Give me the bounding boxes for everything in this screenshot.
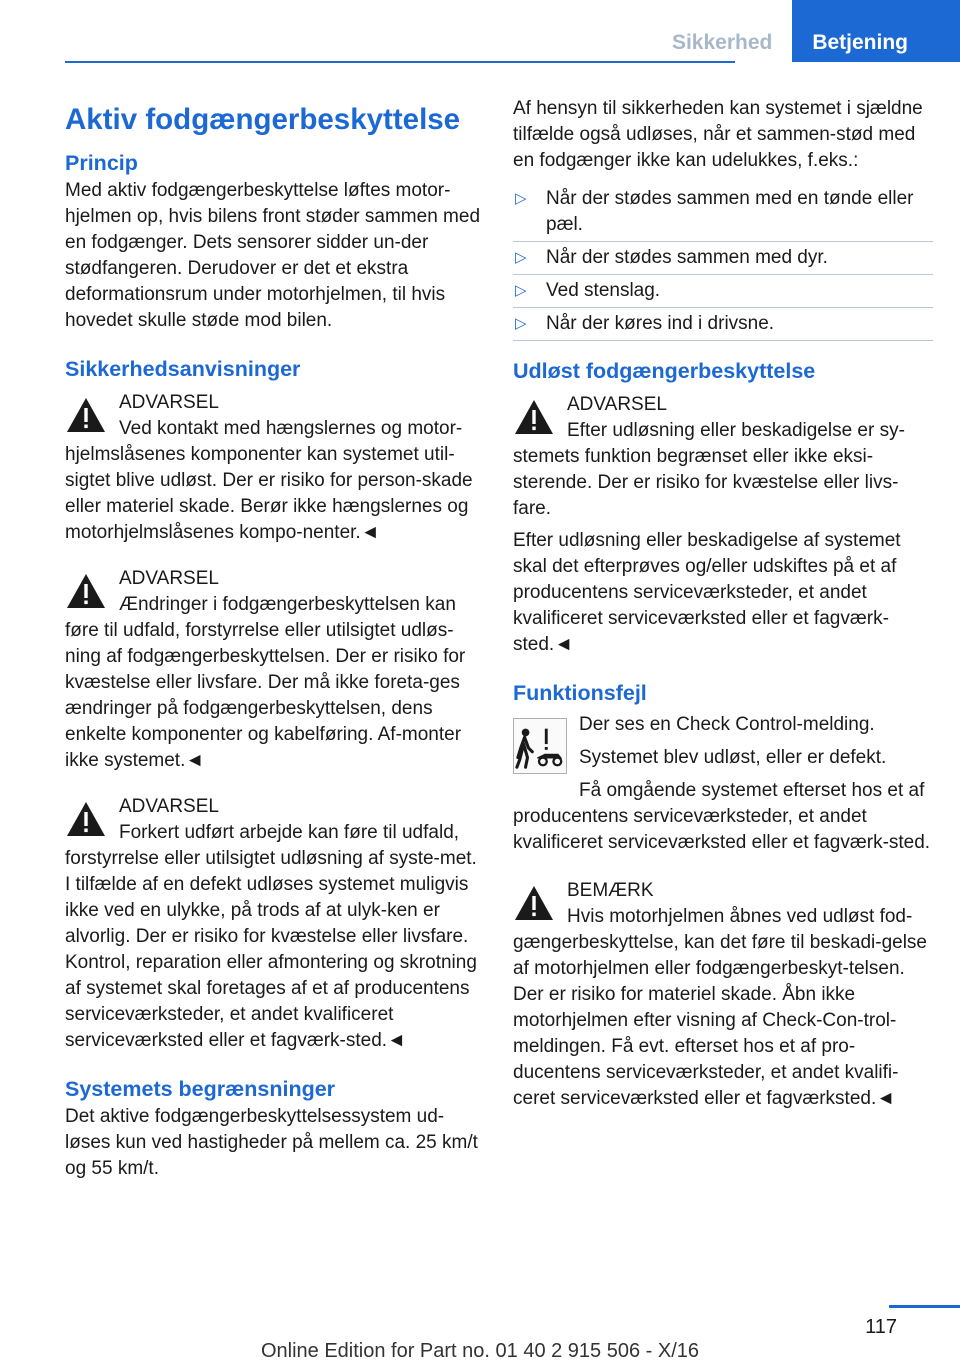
warning-text: Forkert udført arbejde kan føre til udfald, forstyrrelse eller utilsigtet udløsning af syste-met. I tilfælde af en defekt udløses systemet muligvis ikke ved en ulykke, på trods af at ulyk-ken er alvorlig. Der er risiko for kvæstelse eller livsfare. Kontrol, reparation eller afmontering og skrotning af systemet skal foretages af et af producentens serviceværksteder, et andet kvalificeret serviceværksted eller et fagværk-sted.◄ [65,822,477,1051]
footer-rule [889,1305,960,1308]
triggered-text: Efter udløsning eller beskadigelse af systemet skal det efterprøves og/eller udskiftes på et af producentens serviceværksteder, et andet kvalificeret serviceværksted eller et fagværk-sted.◄ [513,530,901,655]
warning-label: ADVARSEL [119,796,219,817]
princip-text: Med aktiv fodgængerbeskyttelse løftes motor-hjelmen op, hvis bilens front støder sammen med en fodgænger. Dets sensorer sidder un-der stødfangeren. Derudover er det et ekstra deformationsrum under motorhjelmen, til hvis hovedet skulle støde mod bilen. [65,180,481,331]
warning-text: Ændringer i fodgængerbeskyttelsen kan føre til udfald, forstyrrelse eller utilsigtet udløs-ning af fodgængerbeskyttelsen. Der er risiko for kvæstelse eller livsfare. Der må ikke foreta-ges ændringer på fodgængerbeskyttelsen, dens enkelte komponenter og kabelføring. Af-monter ikke systemet.◄ [65,594,466,771]
fault-line-1: Der ses en Check Control-melding. [579,714,875,735]
header-tabs [652,0,960,62]
princip-heading: Princip [65,151,138,175]
warning-label: ADVARSEL [567,394,667,415]
limits-text: Det aktive fodgængerbeskyttelsessystem ud-løses kun ved hastigheder på mellem ca. 25 km/t og 55 km/t. [65,1106,478,1179]
list-item: ▷ Når der køres ind i drivsne. [513,311,933,337]
warning-triangle-icon [65,395,107,435]
warning-block [65,794,480,1054]
warning-block [65,390,480,546]
right-column [513,96,933,1112]
page-number: 117 [865,1316,897,1338]
left-column [65,96,480,1182]
warning-triangle-icon [65,571,107,611]
list-item: ▷ Ved stenslag. [513,278,933,304]
fault-line-3: Få omgående systemet efterset hos et af producentens serviceværksteder, et andet kvalificeret serviceværksted eller et fagværk-sted. [513,780,931,853]
warning-label: ADVARSEL [119,568,219,589]
warning-triangle-icon [65,799,107,839]
trigger-list [513,186,933,337]
warning-block [65,566,480,774]
list-item: ▷ Når der stødes sammen med dyr. [513,245,933,271]
warning-block [513,392,933,522]
warning-triangle-icon [513,397,555,437]
page-title: Aktiv fodgængerbeskyttelse [65,103,461,136]
header-rule [65,61,735,63]
pedestrian-protection-fault-icon [513,718,567,774]
warning-text: Efter udløsning eller beskadigelse er sy-stemets funktion begrænset eller ikke eksi-sterende. Der er risiko for kvæstelse eller livs-fare. [513,420,905,519]
limits-heading: Systemets begrænsninger [65,1077,336,1101]
note-block [513,878,933,1112]
edition-text: Online Edition for Part no. 01 40 2 915 506 - X/16 [260,1340,700,1362]
list-item: ▷ Når der stødes sammen med en tønde eller pæl. [513,186,933,238]
fault-line-2: Systemet blev udløst, eller er defekt. [579,747,887,768]
triggered-heading: Udløst fodgængerbeskyttelse [513,359,816,383]
warning-label: ADVARSEL [119,392,219,413]
safety-heading: Sikkerhedsanvisninger [65,357,301,381]
fault-heading: Funktionsfejl [513,681,647,705]
tab-betjening[interactable]: Betjening [792,0,960,62]
warning-text: Ved kontakt med hængslernes og motor-hjelmslåsenes komponenter kan systemet util-sigtet blive udløst. Der er risiko for person-skade eller materiel skade. Berør ikke hængslernes og motorhjelmslåsenes kompo-nenter.◄ [65,418,473,543]
note-text: Hvis motorhjelmen åbnes ved udløst fod-gængerbeskyttelse, kan det føre til beskadi-gelse af motorhjelmen eller fodgængerbeskyt-telsen. Der er risiko for materiel skade. Åbn ikke motorhjelmen efter visning af Check-Con-trol-meldingen. Få evt. efterset hos et af pro-ducentens serviceværksteder, et andet kvalifi-ceret serviceværksted eller et fagværksted.◄ [513,906,927,1109]
fault-block [513,712,933,856]
warning-triangle-icon [513,883,555,923]
tab-sikkerhed[interactable]: Sikkerhed [671,31,773,54]
intro-text: Af hensyn til sikkerheden kan systemet i sjældne tilfælde også udløses, når et sammen-stød med en fodgænger ikke kan udelukkes, f.eks.: [513,98,923,171]
note-label: BEMÆRK [567,880,654,901]
